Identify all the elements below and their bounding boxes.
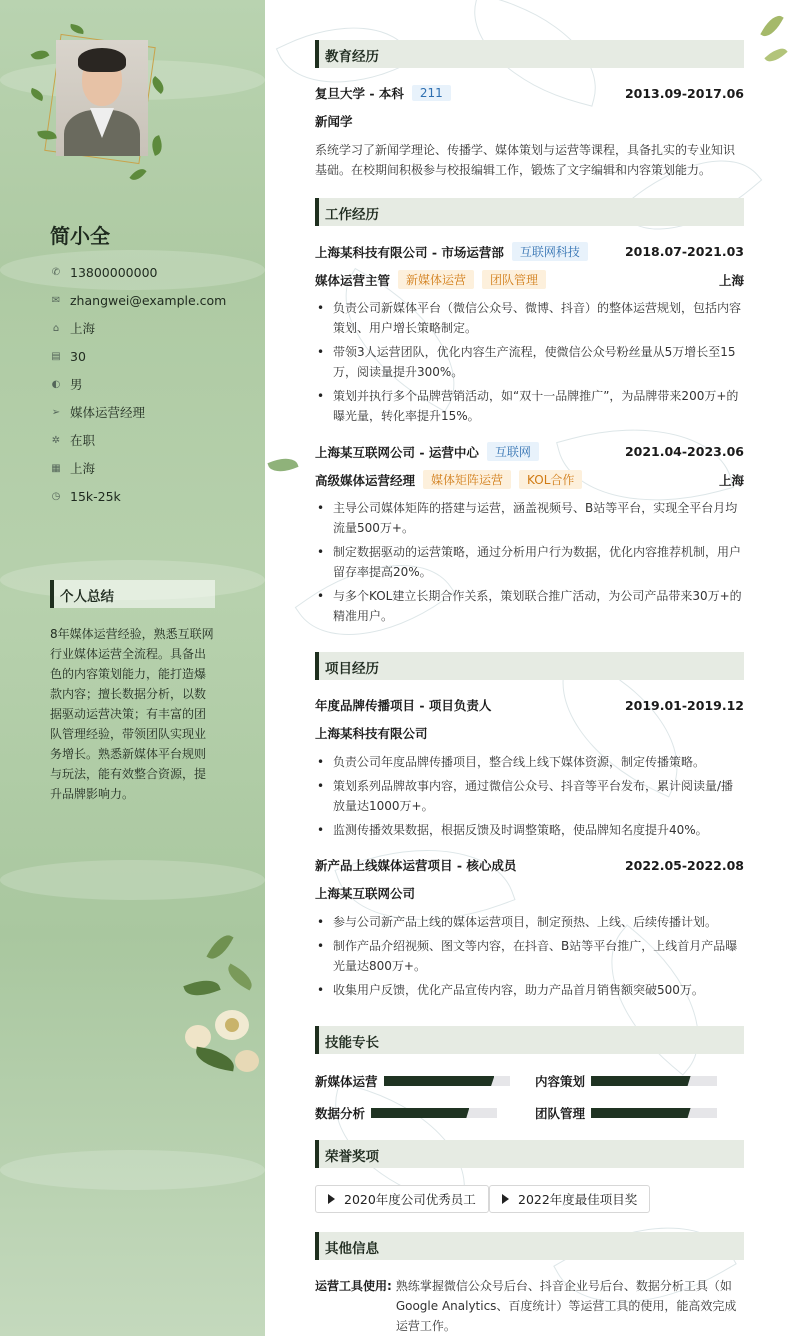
other-title: 其他信息 — [315, 1232, 744, 1260]
project-name: 新产品上线媒体运营项目 - 核心成员 — [315, 858, 517, 873]
play-icon — [502, 1194, 509, 1204]
project-period: 2022.05-2022.08 — [624, 857, 744, 873]
phone-icon: ✆ — [51, 266, 61, 278]
education-period: 2013.09-2017.06 — [624, 85, 744, 101]
list-item: • 参与公司新产品上线的媒体运营项目，制定预热、上线、后续传播计划。 — [315, 912, 744, 932]
building-icon: ▦ — [51, 462, 61, 474]
summary-text: 8年媒体运营经验，熟悉互联网行业媒体运营全流程。具备出色的内容策划能力，能打造爆款内容；擅长数据分析，以数据驱动运营决策；有丰富的团队管理经验，带领团队实现业务增长。熟悉新媒体平台规则与玩法，能有效整合资源，提升品牌影响力。 — [50, 627, 214, 801]
job-bullets — [315, 498, 744, 630]
other-info — [315, 1276, 744, 1336]
work-title: 工作经历 — [315, 198, 744, 226]
info-salary: ◷ 15k-25k — [51, 488, 121, 504]
role-tag: KOL合作 — [519, 470, 582, 489]
leaf-icon — [267, 454, 298, 477]
project-header — [315, 856, 744, 874]
award-badge — [489, 1185, 650, 1213]
flower-decoration — [175, 930, 265, 1090]
job-city: 上海 — [718, 472, 744, 488]
award-label: 2020年度公司优秀员工 — [344, 1192, 476, 1207]
job-bullets — [315, 298, 744, 430]
project-name: 年度品牌传播项目 - 项目负责人 — [315, 698, 492, 713]
candidate-name: 简小全 — [50, 224, 110, 248]
skill-item — [535, 1104, 717, 1122]
info-email: ✉ zhangwei@example.com — [51, 292, 227, 308]
profile-photo — [56, 40, 148, 156]
job-role-row — [315, 470, 744, 489]
sidebar — [0, 0, 265, 1336]
education-major-row — [315, 112, 744, 130]
skill-name: 新媒体运营 — [315, 1074, 378, 1089]
honors-title: 荣誉奖项 — [315, 1140, 744, 1168]
leaf-icon — [129, 165, 146, 183]
school-name: 复旦大学 - 本科 — [315, 86, 404, 101]
leaf-icon — [31, 47, 50, 64]
age-icon: ▤ — [51, 350, 61, 362]
list-item: • 策划并执行多个品牌营销活动，如“双十一品牌推广”，为品牌带来200万+的曝光量，转化率提升15%。 — [315, 386, 744, 426]
project-bullets — [315, 752, 744, 844]
skill-bar-fill — [591, 1108, 691, 1118]
job-city: 上海 — [718, 272, 744, 288]
company-name: 上海某互联网公司 - 运营中心 — [315, 444, 479, 460]
info-location: ⌂ 上海 — [50, 314, 226, 342]
role-tag: 媒体矩阵运营 — [423, 470, 511, 489]
mail-icon: ✉ — [51, 294, 61, 306]
leaf-icon — [69, 24, 84, 34]
education-header — [315, 84, 744, 102]
watercolor-wash — [0, 1150, 265, 1190]
school-tag: 211 — [412, 85, 451, 101]
skill-item — [315, 1072, 510, 1090]
skill-name: 团队管理 — [535, 1106, 586, 1121]
gender-icon: ◐ — [51, 378, 61, 390]
list-item: • 制定数据驱动的运营策略，通过分析用户行为数据，优化内容推荐机制，用户留存率提高20%。 — [315, 542, 744, 582]
main-content — [265, 0, 794, 1336]
education-description: 系统学习了新闻学理论、传播学、媒体策划与运营等课程，具备扎实的专业知识基础。在校期间积极参与校报编辑工作，锻炼了文字编辑和内容策划能力。 — [315, 143, 736, 177]
other-text: 熟练掌握微信公众号后台、抖音企业号后台、数据分析工具（如Google Analytics、百度统计）等运营工具的使用，能高效完成运营工作。 — [395, 1279, 737, 1333]
info-target-city: ▦ 上海 — [51, 461, 96, 476]
project-org-row — [315, 884, 744, 902]
job-header — [315, 242, 744, 261]
award-badge — [315, 1185, 489, 1213]
job-period: 2018.07-2021.03 — [624, 244, 744, 259]
skill-bar-fill — [371, 1108, 469, 1118]
skill-bar-fill — [384, 1076, 495, 1086]
skill-bar — [371, 1108, 497, 1118]
contact-info-list — [50, 258, 226, 510]
project-header — [315, 696, 744, 714]
skills-title: 技能专长 — [315, 1026, 744, 1054]
plane-icon: ➢ — [51, 406, 61, 418]
project-org-row — [315, 724, 744, 742]
projects-title: 项目经历 — [315, 652, 744, 680]
skill-bar — [591, 1076, 717, 1086]
info-age: ▤ 30 — [51, 348, 86, 364]
leaf-icon — [760, 12, 783, 41]
skill-name: 内容策划 — [535, 1074, 586, 1089]
project-org: 上海某互联网公司 — [315, 886, 416, 901]
list-item: • 收集用户反馈，优化产品宣传内容，助力产品首月销售额突破500万。 — [315, 980, 744, 1000]
status-icon: ✲ — [51, 434, 61, 446]
list-item: • 负责公司新媒体平台（微信公众号、微博、抖音）的整体运营规划，包括内容策划、用户增长策略制定。 — [315, 298, 744, 338]
skill-bar-fill — [591, 1076, 691, 1086]
role-tag: 团队管理 — [482, 270, 546, 289]
watercolor-wash — [0, 860, 265, 900]
role-tag: 新媒体运营 — [398, 270, 474, 289]
skill-item — [315, 1104, 497, 1122]
company-name: 上海某科技有限公司 - 市场运营部 — [315, 244, 504, 260]
major: 新闻学 — [315, 114, 353, 129]
skill-bar — [591, 1108, 717, 1118]
project-org: 上海某科技有限公司 — [315, 726, 428, 741]
info-status: ✲ 在职 — [51, 433, 96, 448]
other-label: 运营工具使用: — [315, 1279, 392, 1293]
info-gender: ◐ 男 — [51, 377, 83, 392]
avatar — [30, 20, 170, 200]
job-role: 高级媒体运营经理 — [315, 472, 416, 488]
education-title: 教育经历 — [315, 40, 744, 68]
play-icon — [328, 1194, 335, 1204]
job-period: 2021.04-2023.06 — [624, 444, 744, 459]
skill-name: 数据分析 — [315, 1106, 366, 1121]
job-header — [315, 442, 744, 461]
info-phone: ✆ 13800000000 — [51, 264, 158, 280]
job-role: 媒体运营主管 — [315, 272, 391, 288]
list-item: • 监测传播效果数据，根据反馈及时调整策略，使品牌知名度提升40%。 — [315, 820, 744, 840]
leaf-icon — [29, 88, 45, 101]
list-item: • 策划系列品牌故事内容，通过微信公众号、抖音等平台发布，累计阅读量/播放量达1000万+。 — [315, 776, 744, 816]
summary-title: 个人总结 — [50, 580, 215, 608]
skill-bar — [384, 1076, 510, 1086]
industry-tag: 互联网科技 — [512, 242, 588, 261]
salary-icon: ◷ — [51, 490, 61, 502]
list-item: • 主导公司媒体矩阵的搭建与运营，涵盖视频号、B站等平台，实现全平台月均流量500万+。 — [315, 498, 744, 538]
list-item: • 与多个KOL建立长期合作关系，策划联合推广活动，为公司产品带来30万+的精准用户。 — [315, 586, 744, 626]
list-item: • 带领3人运营团队，优化内容生产流程，使微信公众号粉丝量从5万增长至15万，阅读量提升300%。 — [315, 342, 744, 382]
leaf-icon — [764, 44, 787, 66]
award-label: 2022年度最佳项目奖 — [518, 1192, 638, 1207]
info-target-position: ➢ 媒体运营经理 — [51, 405, 146, 420]
skill-item — [535, 1072, 717, 1090]
leaf-icon — [149, 76, 168, 94]
leaf-icon — [149, 135, 165, 156]
project-bullets — [315, 912, 744, 1004]
industry-tag: 互联网 — [487, 442, 539, 461]
job-role-row — [315, 270, 744, 289]
home-icon: ⌂ — [52, 322, 60, 334]
list-item: • 负责公司年度品牌传播项目，整合线上线下媒体资源，制定传播策略。 — [315, 752, 744, 772]
list-item: • 制作产品介绍视频、图文等内容，在抖音、B站等平台推广，上线首月产品曝光量达800万+。 — [315, 936, 744, 976]
project-period: 2019.01-2019.12 — [624, 697, 744, 713]
